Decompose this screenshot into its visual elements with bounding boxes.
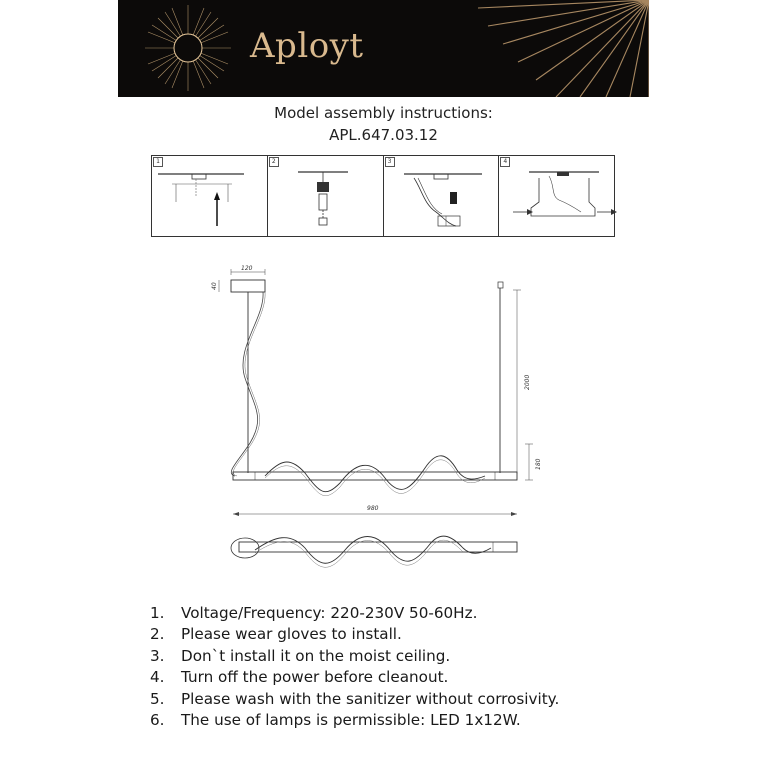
step-panel bbox=[384, 156, 500, 236]
wire-connection-icon bbox=[384, 156, 498, 236]
item-number: 4. bbox=[150, 668, 165, 687]
item-number: 1. bbox=[150, 604, 165, 622]
canopy-height-label: 40 bbox=[211, 282, 218, 290]
item-text: Turn off the power before cleanout. bbox=[181, 668, 449, 687]
item-text: Please wash with the sanitizer without corrosivity. bbox=[181, 689, 560, 708]
step-panel bbox=[268, 156, 384, 236]
step-panel bbox=[499, 156, 614, 236]
step-number: 2 bbox=[269, 157, 279, 167]
length-label: 980 bbox=[367, 505, 379, 512]
list-item bbox=[150, 646, 559, 667]
list-item bbox=[150, 624, 559, 645]
instructions-title: Model assembly instructions: bbox=[274, 104, 493, 122]
brand-banner bbox=[118, 0, 649, 97]
item-text: Don`t install it on the moist ceiling. bbox=[181, 646, 451, 665]
item-text: The use of lamps is permissible: LED 1x12W. bbox=[181, 711, 521, 730]
model-number: APL.647.03.12 bbox=[329, 126, 438, 144]
list-item bbox=[150, 667, 559, 688]
mounting-screw-icon bbox=[268, 156, 375, 236]
list-item bbox=[150, 710, 559, 731]
list-item bbox=[150, 603, 559, 624]
item-text: Please wear gloves to install. bbox=[181, 625, 402, 644]
step-number: 4 bbox=[500, 157, 510, 167]
installation-steps bbox=[151, 155, 615, 237]
brand-name: Aployt bbox=[250, 26, 364, 66]
step-panel bbox=[152, 156, 268, 236]
canopy bbox=[231, 280, 265, 292]
list-item bbox=[150, 689, 559, 710]
canopy-width-label: 120 bbox=[241, 265, 253, 272]
item-number: 5. bbox=[150, 689, 165, 708]
body-height-label: 180 bbox=[535, 458, 542, 470]
step-number: 1 bbox=[153, 157, 163, 167]
suspension-height-label: 2000 bbox=[524, 374, 531, 390]
item-text: Voltage/Frequency: 220-230V 50-60Hz. bbox=[181, 604, 478, 622]
step-number: 3 bbox=[385, 157, 395, 167]
item-number: 2. bbox=[150, 625, 165, 644]
ceiling-mount-drill-icon bbox=[152, 156, 247, 236]
item-number: 3. bbox=[150, 646, 165, 665]
dimension-drawing bbox=[195, 258, 555, 588]
item-number: 6. bbox=[150, 711, 165, 730]
sunburst-logo-icon bbox=[118, 0, 649, 97]
canopy-fixing-icon bbox=[499, 156, 645, 236]
safety-notes-list bbox=[150, 603, 559, 731]
